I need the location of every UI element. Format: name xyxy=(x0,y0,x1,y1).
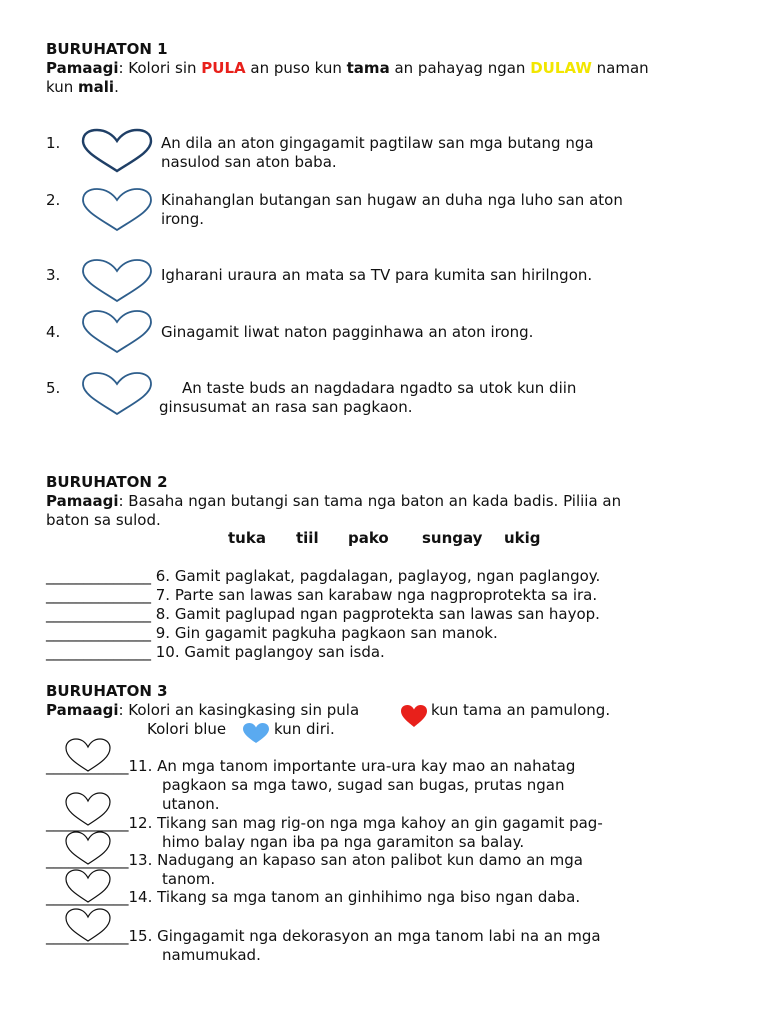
section1-title: BURUHATON 1 xyxy=(46,40,168,58)
answer-blank[interactable]: ______________ xyxy=(46,586,151,604)
list-item xyxy=(46,643,600,662)
choice-word: sungay xyxy=(422,529,483,547)
item-number: 3. xyxy=(46,266,61,284)
list-item xyxy=(46,927,601,946)
item-text: utanon. xyxy=(162,795,220,813)
item-text: 14. Tikang sa mga tanom an ginhihimo nga biso ngan daba. xyxy=(128,888,581,906)
heart-path xyxy=(83,189,151,230)
item-text: himo balay ngan iba pa nga garamiton sa balay. xyxy=(162,833,525,851)
item-text: ginsusumat an rasa san pagkaon. xyxy=(159,398,413,416)
choice-word: pako xyxy=(348,529,389,547)
heart-path xyxy=(243,723,269,743)
heart-outline-icon[interactable] xyxy=(80,187,154,233)
list-item xyxy=(46,814,603,833)
section1-instruction-line1 xyxy=(46,59,649,78)
answer-blank[interactable]: ______________ xyxy=(46,567,151,585)
answer-blank[interactable]: ______________ xyxy=(46,643,151,661)
heart-outline-icon[interactable] xyxy=(80,371,154,417)
section3-title: BURUHATON 3 xyxy=(46,682,168,700)
list-item xyxy=(46,567,600,586)
item-text: pagkaon sa mga tawo, sugad san bugas, prutas ngan xyxy=(162,776,565,794)
blue-heart-icon xyxy=(242,722,270,744)
heart-path xyxy=(83,311,151,352)
item-text: nasulod san aton baba. xyxy=(161,153,337,171)
heart-path xyxy=(83,373,151,414)
heart-outline-icon[interactable] xyxy=(80,309,154,355)
item-text: Ginagamit liwat naton pagginhawa an aton irong. xyxy=(161,323,534,341)
item-number: 2. xyxy=(46,191,61,209)
yellow-keyword: DULAW xyxy=(530,59,592,77)
item-number: 5. xyxy=(46,379,61,397)
choice-word: tuka xyxy=(228,529,266,547)
heart-path xyxy=(83,130,151,171)
list-item xyxy=(46,757,575,776)
section3-instruction-line1 xyxy=(46,701,359,720)
instruction-label: Pamaagi xyxy=(46,701,119,719)
item-text: 6. Gamit paglakat, pagdalagan, paglayog, ngan paglangoy. xyxy=(151,567,601,585)
item-text: 9. Gin gagamit pagkuha pagkaon san manok. xyxy=(151,624,498,642)
list-item xyxy=(46,605,600,624)
red-keyword: PULA xyxy=(201,59,246,77)
item-number: 1. xyxy=(46,134,61,152)
instruction-text: : Basaha ngan butangi san tama nga baton an kada badis. Piliia an xyxy=(118,492,622,510)
list-item xyxy=(46,888,580,907)
instruction-text: an puso kun xyxy=(245,59,347,77)
instruction-text: : Kolori an kasingkasing sin pula xyxy=(118,701,360,719)
list-item xyxy=(46,586,600,605)
section2-instruction-line1 xyxy=(46,492,621,511)
answer-blank[interactable]: ______________ xyxy=(46,605,151,623)
list-item xyxy=(46,624,600,643)
answer-blank[interactable]: ___________ xyxy=(46,757,129,775)
section2-instruction-line2: baton sa sulod. xyxy=(46,511,161,529)
instruction-text: kun tama an pamulong. xyxy=(431,701,611,719)
instruction-text: an pahayag ngan xyxy=(389,59,531,77)
instruction-text: . xyxy=(114,78,119,96)
mali-keyword: mali xyxy=(78,78,115,96)
instruction-label: Pamaagi xyxy=(46,59,119,77)
section1-instruction-line2 xyxy=(46,78,119,97)
instruction-text: kun xyxy=(46,78,79,96)
item-text: 15. Gingagamit nga dekorasyon an mga tanom labi na an mga xyxy=(128,927,601,945)
choice-word: tiil xyxy=(296,529,319,547)
list-item xyxy=(46,851,583,870)
item-text: An taste buds an nagdadara ngadto sa utok kun diin xyxy=(182,379,577,397)
item-text: 13. Nadugang an kapaso san aton palibot kun damo an mga xyxy=(128,851,583,869)
answer-blank[interactable]: ______________ xyxy=(46,624,151,642)
heart-outline-icon[interactable] xyxy=(80,128,154,174)
item-text: irong. xyxy=(161,210,204,228)
heart-path xyxy=(83,260,151,301)
item-text: Kinahanglan butangan san hugaw an duha nga luho san aton xyxy=(161,191,623,209)
item-text: 10. Gamit paglangoy san isda. xyxy=(151,643,385,661)
section2-title: BURUHATON 2 xyxy=(46,473,168,491)
red-heart-icon xyxy=(400,704,428,728)
instruction-text: : Kolori sin xyxy=(118,59,202,77)
answer-blank[interactable]: ___________ xyxy=(46,851,129,869)
item-number: 4. xyxy=(46,323,61,341)
instruction-text: naman xyxy=(591,59,649,77)
item-text: tanom. xyxy=(162,870,216,888)
choice-word: ukig xyxy=(504,529,541,547)
item-text: Igharani uraura an mata sa TV para kumita san hirilngon. xyxy=(161,266,593,284)
answer-blank[interactable]: ___________ xyxy=(46,927,129,945)
answer-blank[interactable]: ___________ xyxy=(46,888,129,906)
instruction-text: kun diri. xyxy=(274,720,335,738)
item-text: 7. Parte san lawas san karabaw nga nagproprotekta sa ira. xyxy=(151,586,598,604)
item-text: 12. Tikang san mag rig-on nga mga kahoy an gin gagamit pag- xyxy=(128,814,603,832)
heart-outline-icon[interactable] xyxy=(80,258,154,304)
item-text: 8. Gamit paglupad ngan pagprotekta san lawas san hayop. xyxy=(151,605,600,623)
item-text: An dila an aton gingagamit pagtilaw san mga butang nga xyxy=(161,134,594,152)
heart-path xyxy=(401,705,427,727)
instruction-label: Pamaagi xyxy=(46,492,119,510)
answer-blank[interactable]: ___________ xyxy=(46,814,129,832)
instruction-text: Kolori blue xyxy=(147,720,227,738)
section2-items xyxy=(46,567,600,662)
item-text: namumukad. xyxy=(162,946,261,964)
tama-keyword: tama xyxy=(346,59,390,77)
item-text: 11. An mga tanom importante ura-ura kay mao an nahatag xyxy=(128,757,576,775)
